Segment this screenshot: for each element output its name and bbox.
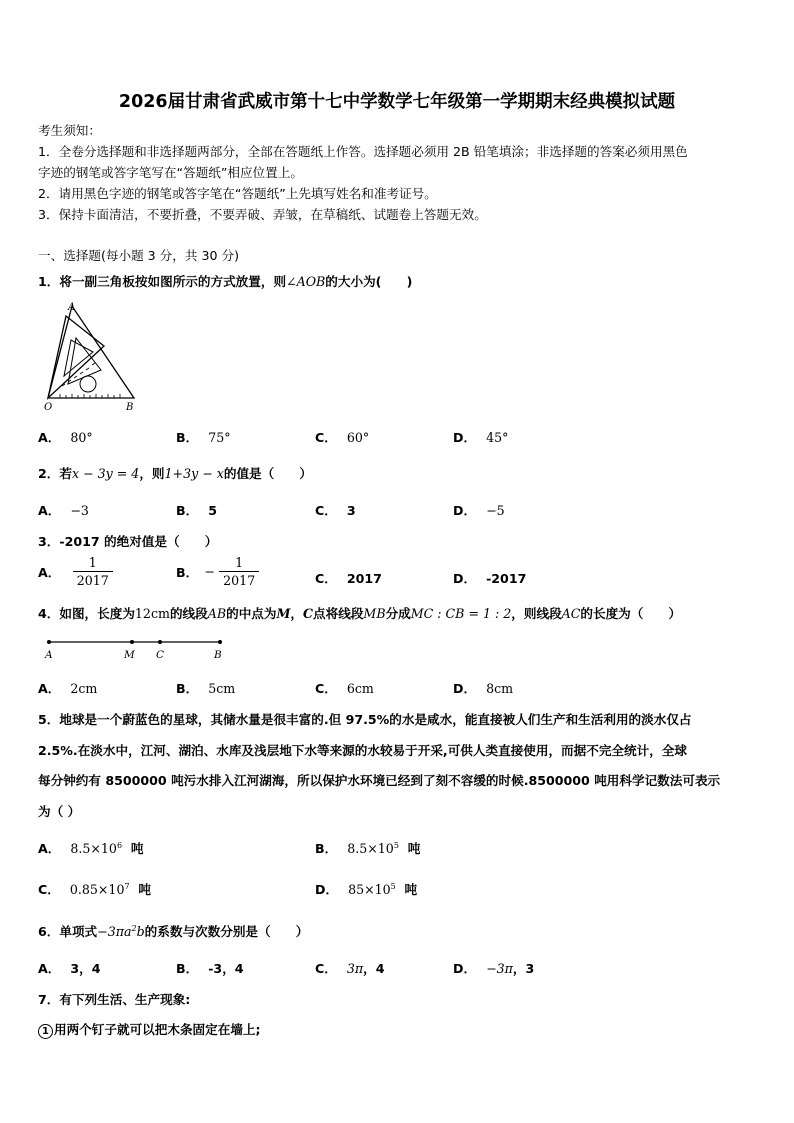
q4-option-d[interactable]: D． 8cm — [453, 681, 514, 696]
notice-item-3: 3．保持卡面清洁，不要折叠，不要弄破、弄皱，在草稿纸、试题卷上答题无效。 — [38, 207, 487, 222]
section-heading: 一、选择题(每小题 3 分，共 30 分) — [38, 248, 240, 263]
q6-monomial: $-3\pi a^2b$ — [97, 923, 145, 939]
q6-option-d[interactable]: D． −3π，3 — [453, 961, 535, 976]
q1-suffix: 的大小为( ) — [325, 274, 413, 289]
question-2: 2．若x − 3y = 4，则1+3y − x的值是（ ） — [38, 466, 313, 481]
question-3: 3．-2017 的绝对值是（ ） — [38, 534, 218, 549]
q4-option-b[interactable]: B． 5cm — [176, 681, 236, 696]
label-B: B — [126, 402, 134, 413]
q1-prefix: 1．将一副三角板按如图所示的方式放置，则 — [38, 274, 287, 289]
q1-figure-triangles — [38, 298, 148, 416]
circled-number-1: 1 — [38, 1024, 53, 1039]
q1-option-c[interactable]: C． 60° — [315, 430, 370, 445]
question-6: 6．单项式$-3\pi a^2b$的系数与次数分别是（ ） — [38, 923, 309, 939]
q2-option-d[interactable]: D． −5 — [453, 503, 505, 518]
seg-label-M: M — [124, 649, 135, 661]
q5-option-c[interactable]: C． $0.85\times 10^7$ 吨 — [38, 881, 151, 897]
q5-option-b[interactable]: B． $8.5\times 10^5$ 吨 — [315, 840, 421, 856]
protractor-hole — [80, 376, 96, 392]
q3-option-a[interactable]: A． $\frac{1}{2017}$ — [38, 555, 113, 588]
label-A: A — [68, 302, 76, 313]
small-set-square-inner — [64, 340, 93, 376]
q1-option-d[interactable]: D． 45° — [453, 430, 509, 445]
notice-item-2: 2．请用黑色字迹的钢笔或答字笔在“答题纸”上先填写姓名和准考证号。 — [38, 186, 437, 201]
question-4: 4．如图，长度为12cm的线段AB的中点为M，C点将线段MB分成MC : CB = 1 : 2，则线段AC的长度为（ ） — [38, 606, 682, 621]
question-7-item-1: 1 用两个钉子就可以把木条固定在墙上; — [38, 1019, 261, 1039]
question-1 — [38, 271, 412, 290]
q2-option-c[interactable]: C． 3 — [315, 503, 356, 518]
q3-option-b[interactable]: B． − $\frac{1}{2017}$ — [176, 555, 259, 588]
seg-label-C: C — [156, 649, 165, 661]
q6-option-c[interactable]: C． 3π，4 — [315, 961, 385, 976]
q5-option-a[interactable]: A． $8.5\times 10^6$ 吨 — [38, 840, 144, 856]
label-O: O — [44, 402, 53, 413]
notice-item-1-cont: 字迹的钢笔或答字笔写在“答题纸”相应位置上。 — [38, 165, 303, 180]
q2-option-a[interactable]: A． −3 — [38, 503, 89, 518]
notice-item-1: 1．全卷分选择题和非选择题两部分，全部在答题纸上作答。选择题必须用 2B 铅笔填涂；非选择题的答案必须用黑色 — [38, 144, 688, 159]
q1-option-b[interactable]: B． 75° — [176, 430, 231, 445]
q6-option-b[interactable]: B． -3，4 — [176, 961, 244, 976]
question-5-line-3: 每分钟约有 8500000 吨污水排入江河湖海，所以保护水环境已经到了刻不容缓的时候.8500000 吨用科学记数法可表示 — [38, 773, 721, 788]
q4-option-c[interactable]: C． 6cm — [315, 681, 374, 696]
question-5-line-4: 为（ ） — [38, 804, 81, 819]
question-5-line-2: 2.5%.在淡水中，江河、湖泊、水库及浅层地下水等来源的水较易于开采,可供人类直接使用，而据不完全统计，全球 — [38, 743, 687, 758]
question-7: 7．有下列生活、生产现象: — [38, 992, 191, 1007]
q1-option-a[interactable]: A． 80° — [38, 430, 93, 445]
page-title: 2026届甘肃省武威市第十七中学数学七年级第一学期期末经典模拟试题 — [118, 92, 676, 112]
q3-option-c[interactable]: C． 2017 — [315, 571, 382, 586]
q2-expression: 1+3y − x — [164, 466, 224, 481]
q3-option-d[interactable]: D． -2017 — [453, 571, 527, 586]
big-set-square — [48, 306, 134, 398]
seg-label-A: A — [45, 649, 53, 661]
notice-heading: 考生须知： — [38, 123, 101, 138]
q5-option-d[interactable]: D． $85\times 10^5$ 吨 — [315, 881, 418, 897]
q4-option-a[interactable]: A． 2cm — [38, 681, 98, 696]
question-5-line-1: 5．地球是一个蔚蓝色的星球，其储水量是很丰富的.但 97.5%的水是咸水，能直接被人们生产和生活利用的淡水仅占 — [38, 712, 692, 727]
q6-option-a[interactable]: A． 3，4 — [38, 961, 101, 976]
q4-figure-segment — [40, 634, 230, 662]
seg-label-B: B — [214, 649, 222, 661]
q2-option-b[interactable]: B． 5 — [176, 503, 217, 518]
q1-angle: ∠AOB — [286, 274, 326, 289]
q2-condition: x − 3y = 4 — [71, 466, 140, 481]
